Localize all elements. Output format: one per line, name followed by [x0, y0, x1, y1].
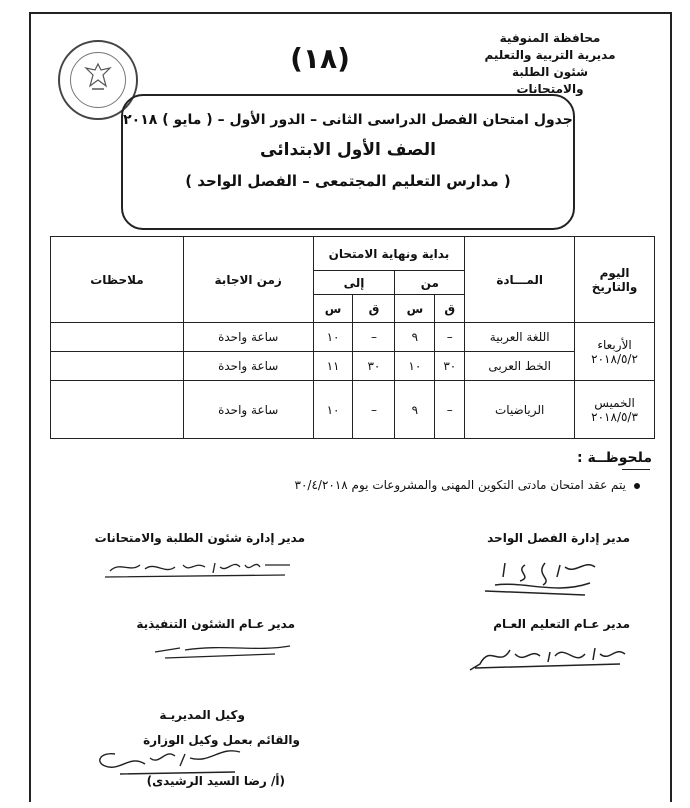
note-item [295, 478, 640, 492]
from-minute-cell: – [435, 323, 465, 352]
header-from-minute: ق [435, 295, 465, 323]
day-name: الخميس [594, 395, 635, 410]
duration-cell: ساعة واحدة [183, 323, 313, 352]
bullet-icon [634, 483, 640, 489]
note-title: ملحوظــة : [577, 450, 652, 466]
to-minute-cell: ٣٠ [353, 352, 395, 381]
subject-cell: الرياضيات [465, 381, 575, 439]
signature-executive-affairs-director-icon [145, 640, 295, 664]
exam-title: جدول امتحان الفصل الدراسى الثانى – الدور الأول – ( مايو ) ٢٠١٨ [123, 112, 573, 128]
header-to-hour: س [313, 295, 353, 323]
notes-cell [51, 323, 184, 352]
signature-students-affairs-director-icon [95, 555, 295, 585]
header-to: إلى [313, 271, 395, 295]
page-number: (١٨) [290, 42, 350, 75]
to-hour-cell: ١٠ [313, 323, 353, 352]
notes-cell [51, 352, 184, 381]
deputy-acting-title: والقائم بعمل وكيل الوزارة [143, 733, 300, 747]
table-row [51, 323, 655, 352]
header-from-hour: س [395, 295, 435, 323]
header-from: من [395, 271, 465, 295]
from-hour-cell: ٩ [395, 323, 435, 352]
header-to-minute: ق [353, 295, 395, 323]
grade-title: الصف الأول الابتدائى [260, 140, 436, 160]
exam-date: ٢٠١٨/٥/٣ [591, 409, 638, 424]
to-hour-cell: ١٠ [313, 381, 353, 439]
subject-cell: اللغة العربية [465, 323, 575, 352]
day-name: الأربعاء [597, 337, 632, 352]
to-minute-cell: – [353, 381, 395, 439]
signature-general-education-director-icon [460, 640, 630, 676]
schools-title: ( مدارس التعليم المجتمعى – الفصل الواحد ) [185, 172, 511, 190]
from-hour-cell: ١٠ [395, 352, 435, 381]
subject-cell: الخط العربى [465, 352, 575, 381]
note-text: يتم عقد امتحان مادتى التكوين المهنى والمشروعات يوم ٣٠/٤/٢٠١٨ [294, 478, 626, 492]
executive-affairs-director-title: مدير عـام الشئون التنفيذية [136, 617, 295, 631]
students-affairs-director-title: مدير إدارة شئون الطلبة والامتحانات [94, 531, 305, 545]
organization-department: شئون الطلبة والامتحانات [511, 65, 589, 96]
deputy-name: (أ/ رضا السيد الرشيدى) [146, 774, 285, 788]
to-minute-cell: – [353, 323, 395, 352]
day-date-cell [575, 323, 655, 381]
to-hour-cell: ١١ [313, 352, 353, 381]
header-duration: زمن الاجابة [183, 237, 313, 323]
duration-cell: ساعة واحدة [183, 352, 313, 381]
exam-schedule-table [50, 236, 655, 439]
header-subject: المـــادة [465, 237, 575, 323]
general-education-director-title: مدير عـام التعليم العـام [493, 617, 630, 631]
from-minute-cell: – [435, 381, 465, 439]
exam-title-box [121, 94, 575, 230]
organization-governorate: محافظة المنوفية [499, 31, 601, 45]
one-class-director-title: مدير إدارة الفصل الواحد [487, 531, 630, 545]
deputy-title: وكيل المديريـة [159, 708, 245, 722]
notes-cell [51, 381, 184, 439]
header-day-date: اليوم والتاريخ [575, 237, 655, 323]
day-date-cell [575, 381, 655, 439]
exam-date: ٢٠١٨/٥/٢ [591, 351, 638, 366]
header-notes: ملاحظات [51, 237, 184, 323]
table-row [51, 352, 655, 381]
from-minute-cell: ٣٠ [435, 352, 465, 381]
organization-header [480, 30, 620, 98]
note-underline [622, 469, 650, 470]
from-hour-cell: ٩ [395, 381, 435, 439]
header-exam-time: بداية ونهاية الامتحان [313, 237, 465, 271]
table-row [51, 381, 655, 439]
duration-cell: ساعة واحدة [183, 381, 313, 439]
signature-one-class-director-icon [465, 555, 605, 603]
organization-directorate: مديرية التربية والتعليم [484, 48, 616, 62]
